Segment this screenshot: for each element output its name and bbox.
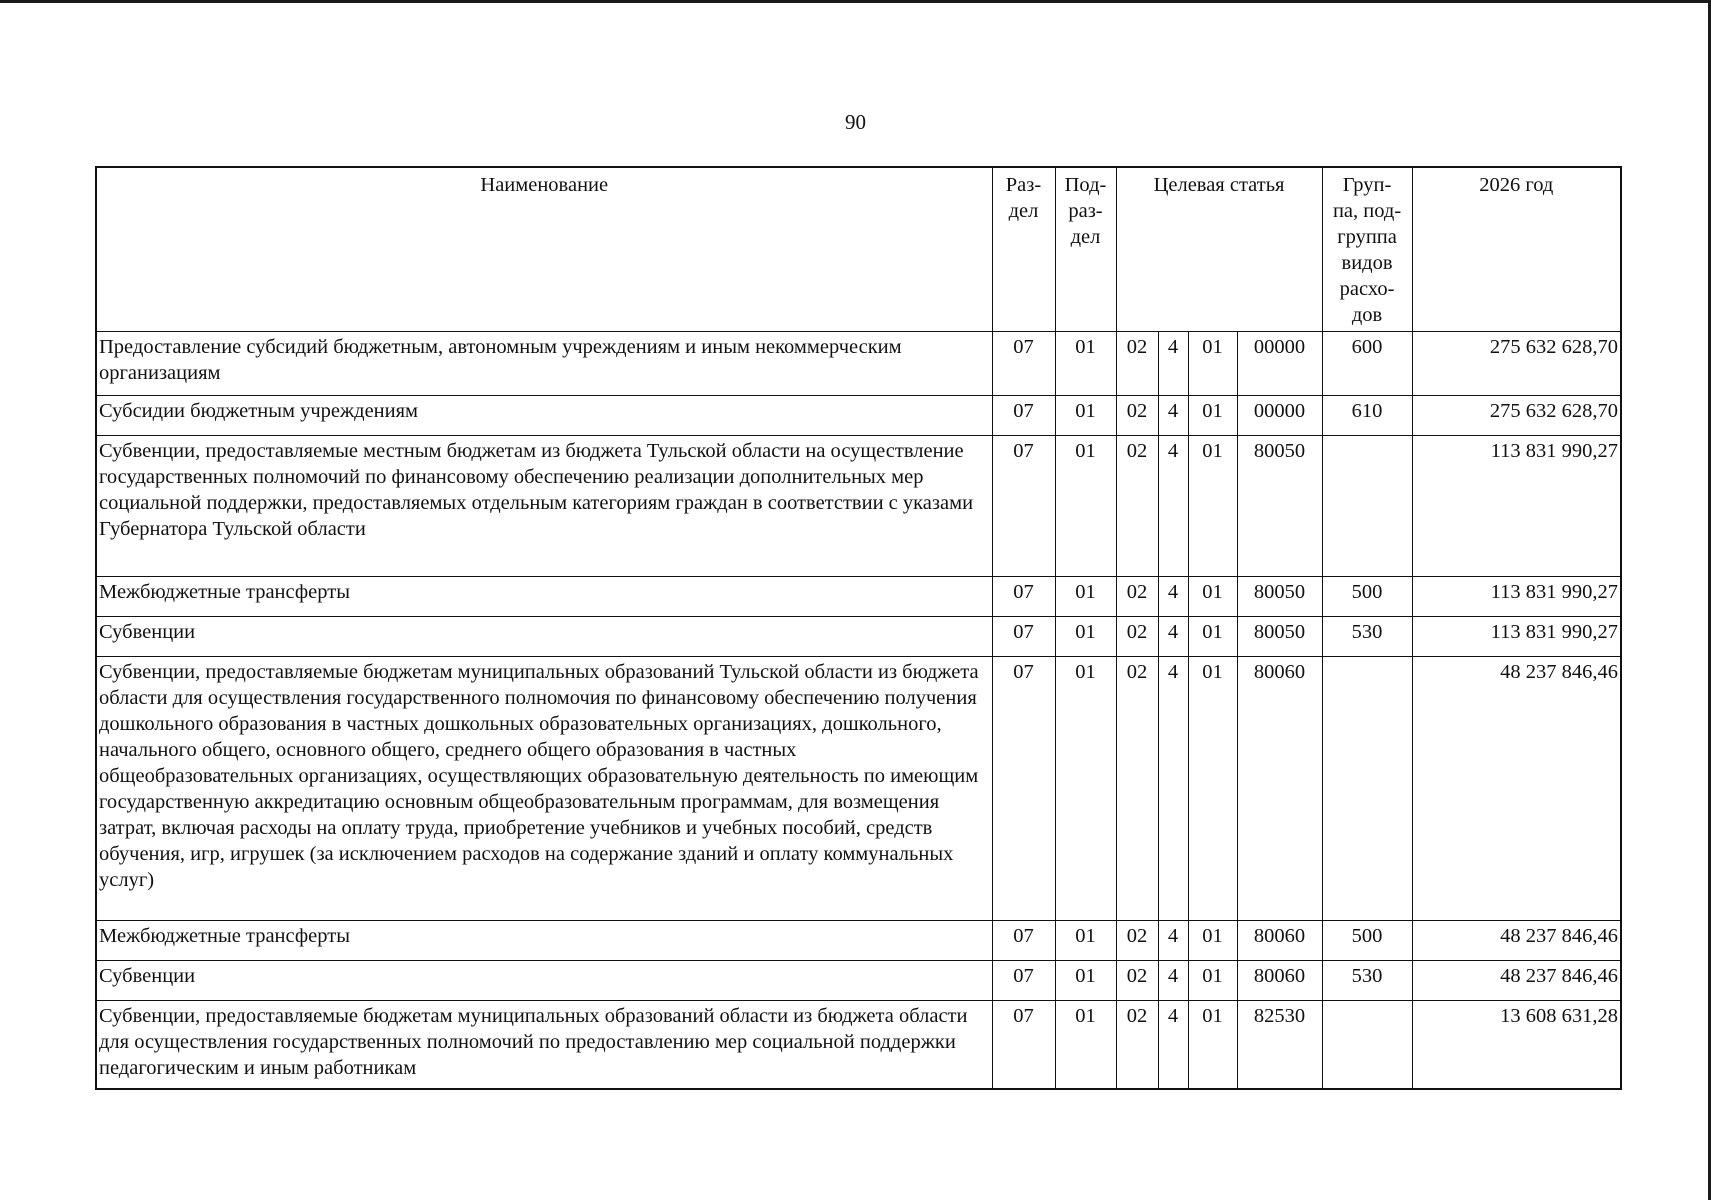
row-target-part-1: 02 (1116, 396, 1158, 436)
row-expense-group: 500 (1322, 921, 1412, 961)
row-name: Предоставление субсидий бюджетным, автономным учреждениям и иным некоммерческим организациям (96, 332, 992, 396)
table-row (96, 577, 1621, 617)
table-row (96, 436, 1621, 577)
row-amount: 113 831 990,27 (1412, 617, 1621, 657)
row-razdel: 07 (992, 396, 1055, 436)
row-target-part-1: 02 (1116, 436, 1158, 577)
row-target-part-2: 4 (1158, 617, 1188, 657)
row-name: Субвенции, предоставляемые бюджетам муниципальных образований Тульской области из бюджета области для осуществления государственного полномочия по финансовому обеспечению получения дошкольного образования в частных дошкольных образовательных организациях, дошкольного, начального общего, основного общего, среднего общего образования в частных общеобразовательных организациях, осуществляющих образовательную деятельность по имеющим государственную аккредитацию основным общеобразовательным программам, для возмещения затрат, включая расходы на оплату труда, приобретение учебников и учебных пособий, средств обучения, игр, игрушек (за исключением расходов на содержание зданий и оплату коммунальных услуг) (96, 657, 992, 921)
row-target-part-2: 4 (1158, 657, 1188, 921)
table-row (96, 1001, 1621, 1089)
row-target-part-4: 80050 (1237, 436, 1322, 577)
budget-table (95, 166, 1622, 1090)
row-target-part-2: 4 (1158, 577, 1188, 617)
header-name: Наименование (96, 167, 992, 332)
row-target-part-3: 01 (1188, 436, 1237, 577)
row-target-part-2: 4 (1158, 1001, 1188, 1089)
row-podrazdel: 01 (1055, 921, 1116, 961)
table-row (96, 617, 1621, 657)
header-razdel: Раз- дел (992, 167, 1055, 332)
row-name: Субвенции (96, 961, 992, 1001)
row-target-part-3: 01 (1188, 921, 1237, 961)
row-name: Субвенции, предоставляемые бюджетам муниципальных образований области из бюджета области для осуществления государственных полномочий по предоставлению мер социальной поддержки педагогическим и иным работникам (96, 1001, 992, 1089)
row-target-part-3: 01 (1188, 396, 1237, 436)
row-razdel: 07 (992, 617, 1055, 657)
row-amount: 13 608 631,28 (1412, 1001, 1621, 1089)
row-target-part-4: 80060 (1237, 961, 1322, 1001)
row-target-part-3: 01 (1188, 1001, 1237, 1089)
row-expense-group (1322, 657, 1412, 921)
row-name: Субвенции (96, 617, 992, 657)
row-razdel: 07 (992, 921, 1055, 961)
row-amount: 275 632 628,70 (1412, 396, 1621, 436)
row-target-part-3: 01 (1188, 617, 1237, 657)
row-target-part-3: 01 (1188, 577, 1237, 617)
row-target-part-3: 01 (1188, 961, 1237, 1001)
row-razdel: 07 (992, 577, 1055, 617)
row-amount: 48 237 846,46 (1412, 961, 1621, 1001)
row-expense-group: 530 (1322, 617, 1412, 657)
row-name: Субвенции, предоставляемые местным бюджетам из бюджета Тульской области на осуществление государственных полномочий по финансовому обеспечению реализации дополнительных мер социальной поддержки, предоставляемых отдельным категориям граждан в соответствии с указами Губернатора Тульской области (96, 436, 992, 577)
table-row (96, 657, 1621, 921)
row-amount: 48 237 846,46 (1412, 921, 1621, 961)
row-name: Субсидии бюджетным учреждениям (96, 396, 992, 436)
table-row (96, 332, 1621, 396)
row-target-part-3: 01 (1188, 657, 1237, 921)
row-expense-group (1322, 1001, 1412, 1089)
row-razdel: 07 (992, 1001, 1055, 1089)
row-target-part-1: 02 (1116, 332, 1158, 396)
row-target-part-1: 02 (1116, 657, 1158, 921)
row-target-part-1: 02 (1116, 921, 1158, 961)
header-target-article: Целевая статья (1116, 167, 1322, 332)
row-podrazdel: 01 (1055, 577, 1116, 617)
page-number: 90 (845, 110, 866, 134)
row-target-part-4: 80060 (1237, 921, 1322, 961)
table-row (96, 961, 1621, 1001)
row-expense-group (1322, 436, 1412, 577)
row-razdel: 07 (992, 657, 1055, 921)
header-row (96, 167, 1621, 332)
row-target-part-1: 02 (1116, 577, 1158, 617)
row-podrazdel: 01 (1055, 1001, 1116, 1089)
row-target-part-2: 4 (1158, 921, 1188, 961)
row-target-part-4: 00000 (1237, 332, 1322, 396)
row-podrazdel: 01 (1055, 657, 1116, 921)
table-row (96, 396, 1621, 436)
header-year-2026: 2026 год (1412, 167, 1621, 332)
row-name: Межбюджетные трансферты (96, 577, 992, 617)
row-expense-group: 610 (1322, 396, 1412, 436)
row-razdel: 07 (992, 961, 1055, 1001)
row-podrazdel: 01 (1055, 436, 1116, 577)
row-name: Межбюджетные трансферты (96, 921, 992, 961)
row-target-part-1: 02 (1116, 617, 1158, 657)
row-target-part-2: 4 (1158, 332, 1188, 396)
row-razdel: 07 (992, 332, 1055, 396)
header-expense-group: Груп- па, под- группа видов расхо- дов (1322, 167, 1412, 332)
row-target-part-1: 02 (1116, 961, 1158, 1001)
row-expense-group: 600 (1322, 332, 1412, 396)
row-target-part-3: 01 (1188, 332, 1237, 396)
row-target-part-4: 80050 (1237, 617, 1322, 657)
row-expense-group: 530 (1322, 961, 1412, 1001)
row-expense-group: 500 (1322, 577, 1412, 617)
row-target-part-2: 4 (1158, 961, 1188, 1001)
row-amount: 275 632 628,70 (1412, 332, 1621, 396)
row-razdel: 07 (992, 436, 1055, 577)
row-target-part-2: 4 (1158, 396, 1188, 436)
row-target-part-4: 80050 (1237, 577, 1322, 617)
row-target-part-4: 82530 (1237, 1001, 1322, 1089)
scan-edge-top (0, 0, 1711, 3)
table-row (96, 921, 1621, 961)
row-amount: 48 237 846,46 (1412, 657, 1621, 921)
row-podrazdel: 01 (1055, 961, 1116, 1001)
row-podrazdel: 01 (1055, 396, 1116, 436)
row-amount: 113 831 990,27 (1412, 436, 1621, 577)
row-target-part-1: 02 (1116, 1001, 1158, 1089)
row-target-part-4: 80060 (1237, 657, 1322, 921)
header-podrazdel: Под- раз- дел (1055, 167, 1116, 332)
row-target-part-2: 4 (1158, 436, 1188, 577)
row-podrazdel: 01 (1055, 617, 1116, 657)
row-amount: 113 831 990,27 (1412, 577, 1621, 617)
row-target-part-4: 00000 (1237, 396, 1322, 436)
row-podrazdel: 01 (1055, 332, 1116, 396)
